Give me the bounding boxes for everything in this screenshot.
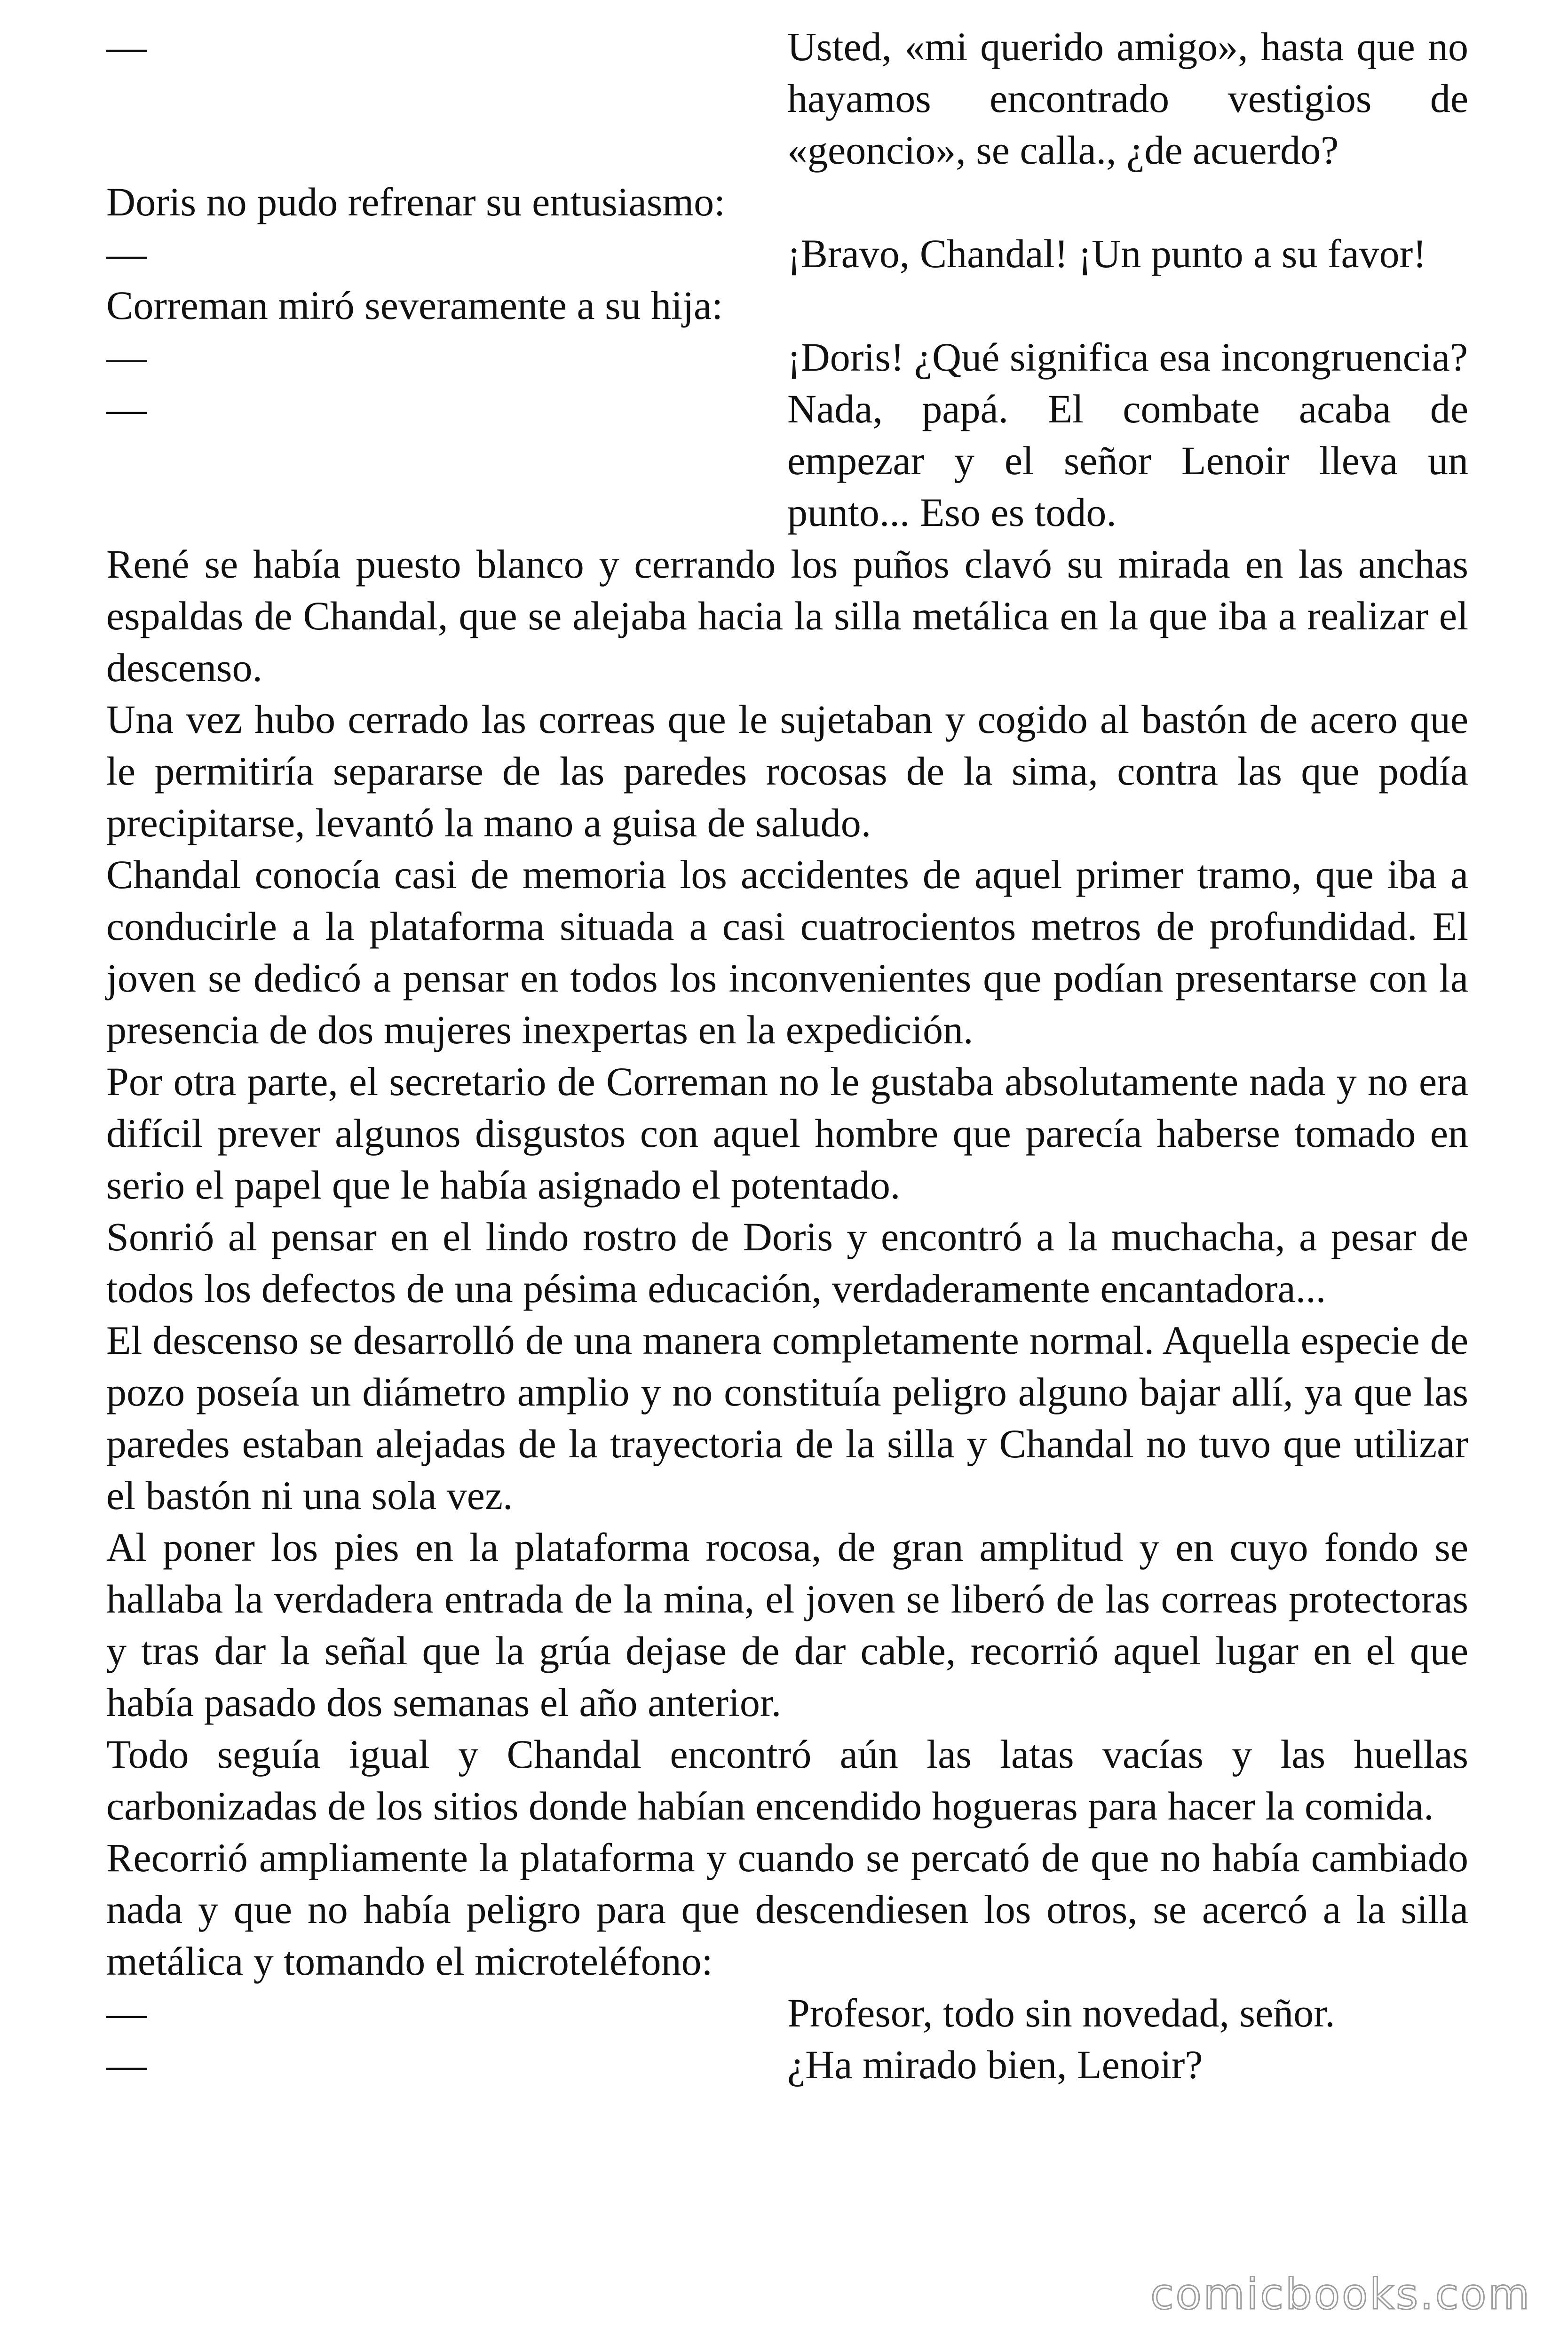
paragraph: El descenso se desarrolló de una manera completamente normal. Aquella especie de pozo poseía un diámetro amplio y no constituía peligro alguno bajar allí, ya que las paredes estaban alejadas de la trayectoria de la silla y Chandal no tuvo que utilizar el bastón ni una sola vez. <box>106 1318 1468 1518</box>
dialogue-text: Usted, «mi querido amigo», hasta que no hayamos encontrado vestigios de «geoncio», se calla., ¿de acuerdo? <box>787 24 1468 173</box>
dialogue-text: ¡Doris! ¿Qué significa esa incongruencia? <box>787 334 1468 380</box>
dialogue-line <box>106 1987 1468 2039</box>
paragraph: Sonrió al pensar en el lindo rostro de Doris y encontró a la muchacha, a pesar de todos los defectos de una pésima educación, verdaderamente encantadora... <box>106 1214 1468 1311</box>
narration-line: Correman miró severamente a su hija: <box>106 283 723 328</box>
paragraph: Todo seguía igual y Chandal encontró aún las latas vacías y las huellas carbonizadas de los sitios donde habían encendido hogueras para hacer la comida. <box>106 1732 1468 1828</box>
dialogue-line <box>106 331 1468 383</box>
watermark-logo: comicbooks.com <box>1150 2270 1531 2319</box>
paragraph: Chandal conocía casi de memoria los accidentes de aquel primer tramo, que iba a conducirle a la plataforma situada a casi cuatrocientos metros de profundidad. El joven se dedicó a pensar en todos los inconvenientes que podían presentarse con la presencia de dos mujeres inexpertas en la expedición. <box>106 852 1468 1052</box>
dialogue-dash: — <box>106 386 147 431</box>
paragraph: Recorrió ampliamente la plataforma y cuando se percató de que no había cambiado nada y que no había peligro para que descendiesen los otros, se acercó a la silla metálica y tomando el microteléfono: <box>106 1835 1468 1984</box>
paragraph: René se había puesto blanco y cerrando los puños clavó su mirada en las anchas espaldas de Chandal, que se alejaba hacia la silla metálica en la que iba a realizar el descenso. <box>106 541 1468 690</box>
paragraph: Una vez hubo cerrado las correas que le sujetaban y cogido al bastón de acero que le permitiría separarse de las paredes rocosas de la sima, contra las que podía precipitarse, levantó la mano a guisa de saludo. <box>106 697 1468 845</box>
dialogue-dash: — <box>106 334 147 380</box>
paragraph: Por otra parte, el secretario de Correman no le gustaba absolutamente nada y no era difícil prever algunos disgustos con aquel hombre que parecía haberse tomado en serio el papel que le había asignado el potentado. <box>106 1059 1468 1208</box>
dialogue-line <box>106 2039 1468 2090</box>
dialogue-dash: — <box>106 2042 147 2087</box>
paragraph: Al poner los pies en la plataforma rocosa, de gran amplitud y en cuyo fondo se hallaba la verdadera entrada de la mina, el joven se liberó de las correas protectoras y tras dar la señal que la grúa dejase de dar cable, recorrió aquel lugar en el que había pasado dos semanas el año anterior. <box>106 1525 1468 1725</box>
narration-line: Doris no pudo refrenar su entusiasmo: <box>106 179 725 224</box>
dialogue-dash: — <box>106 231 147 276</box>
dialogue-line <box>106 383 1468 538</box>
dialogue-text: Profesor, todo sin novedad, señor. <box>787 1990 1335 2035</box>
dialogue-dash: — <box>106 24 147 69</box>
page-body <box>106 21 1468 2090</box>
dialogue-text: Nada, papá. El combate acaba de empezar y el señor Lenoir lleva un punto... Eso es todo. <box>787 386 1468 535</box>
dialogue-line <box>106 228 1468 279</box>
dialogue-line <box>106 21 1468 176</box>
dialogue-text: ¡Bravo, Chandal! ¡Un punto a su favor! <box>787 231 1426 276</box>
dialogue-text: ¿Ha mirado bien, Lenoir? <box>787 2042 1203 2087</box>
dialogue-dash: — <box>106 1990 147 2035</box>
